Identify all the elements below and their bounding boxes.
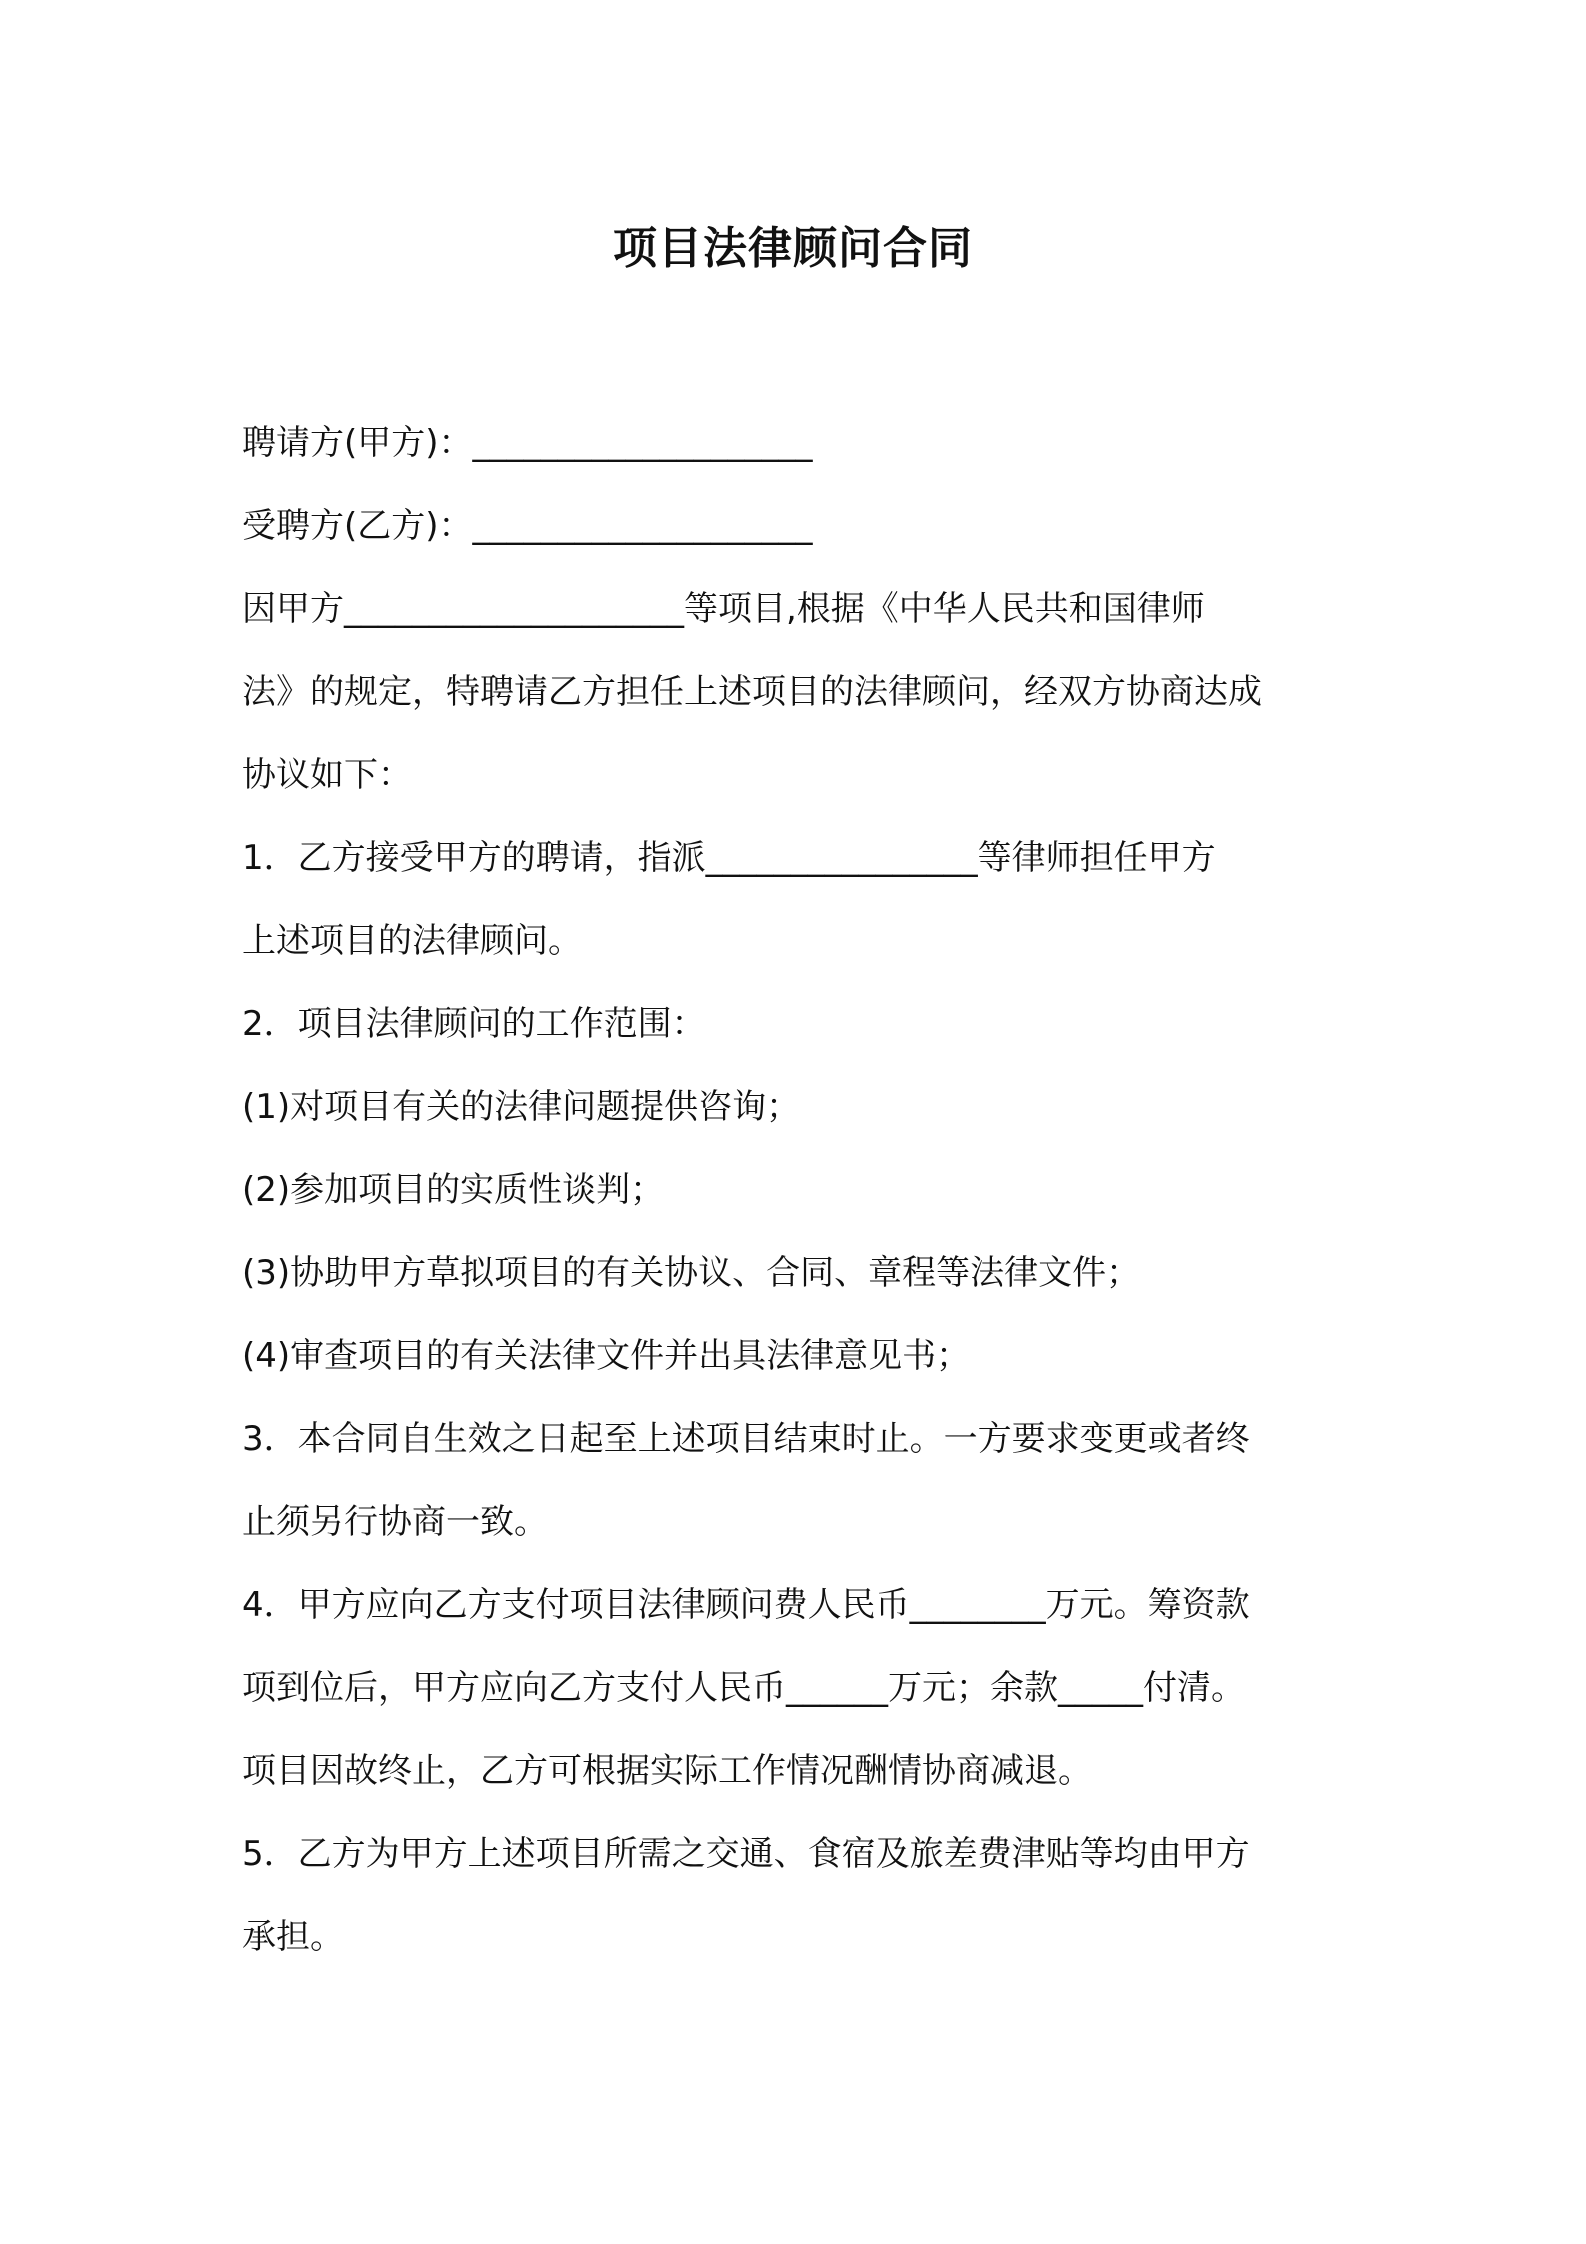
preamble-line-1: 因甲方____________________等项目,根据《中华人民共和国律师: [242, 589, 1205, 629]
party-b-line: 受聘方(乙方)：____________________: [242, 506, 813, 546]
clause-4-line-1: 4．甲方应向乙方支付项目法律顾问费人民币________万元。筹资款: [242, 1585, 1250, 1625]
clause-3-line-1: 3．本合同自生效之日起至上述项目结束时止。一方要求变更或者终: [242, 1419, 1250, 1459]
document-title: 项目法律顾问合同: [613, 223, 973, 274]
preamble-line-2: 法》的规定，特聘请乙方担任上述项目的法律顾问，经双方协商达成: [242, 672, 1262, 712]
clause-5-line-2: 承担。: [242, 1917, 344, 1957]
preamble-line-3: 协议如下：: [242, 755, 412, 795]
clause-2-item-3: (3)协助甲方草拟项目的有关协议、合同、章程等法律文件；: [242, 1253, 1141, 1293]
clause-1-line-2: 上述项目的法律顾问。: [242, 921, 582, 961]
clause-2-heading: 2．项目法律顾问的工作范围：: [242, 1004, 706, 1044]
clause-3-line-2: 止须另行协商一致。: [242, 1502, 548, 1542]
clause-4-line-3: 项目因故终止，乙方可根据实际工作情况酬情协商减退。: [242, 1751, 1092, 1791]
clause-2-item-4: (4)审查项目的有关法律文件并出具法律意见书；: [242, 1336, 971, 1376]
clause-4-line-2: 项到位后，甲方应向乙方支付人民币______万元；余款_____付清。: [242, 1668, 1245, 1708]
document-body: [242, 402, 1354, 1979]
clause-2-item-2: (2)参加项目的实质性谈判；: [242, 1170, 665, 1210]
clause-5-line-1: 5．乙方为甲方上述项目所需之交通、食宿及旅差费津贴等均由甲方: [242, 1834, 1250, 1874]
clause-2-item-1: (1)对项目有关的法律问题提供咨询；: [242, 1087, 801, 1127]
party-a-line: 聘请方(甲方)：____________________: [242, 423, 813, 463]
clause-1-line-1: 1．乙方接受甲方的聘请，指派________________等律师担任甲方: [242, 838, 1216, 878]
